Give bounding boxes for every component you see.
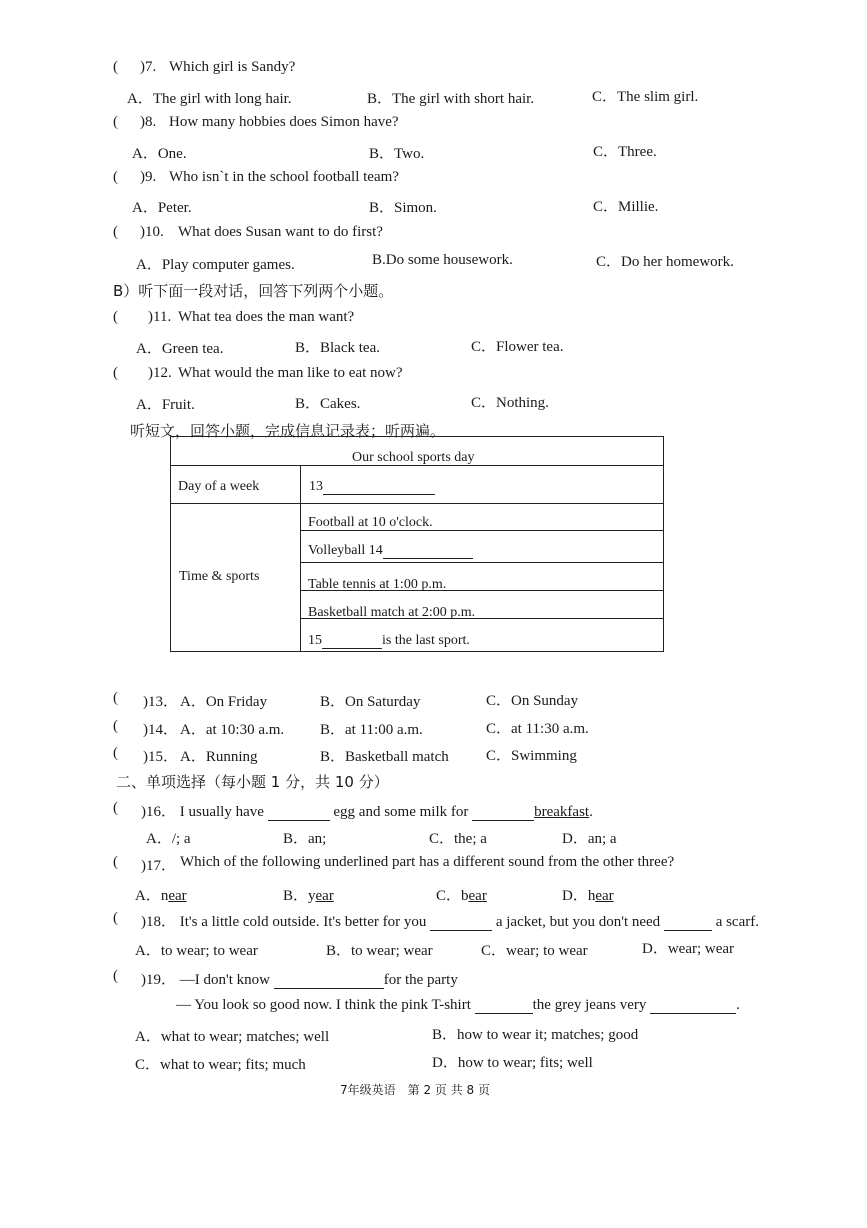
question-number: )7.	[140, 59, 157, 75]
option-b: B．year	[283, 888, 334, 904]
answer-paren: (	[113, 224, 118, 240]
answer-paren: (	[113, 745, 118, 761]
option-c: C．The slim girl.	[592, 89, 699, 105]
option-b: B．at 11:00 a.m.	[320, 722, 423, 738]
question-19-stem: )19． —I don't know for the party	[141, 972, 458, 988]
section-2-heading: 二、单项选择（每小题 1 分，共 10 分）	[116, 773, 389, 791]
option-a: A．Fruit.	[136, 397, 195, 413]
option-a: A．The girl with long hair.	[127, 91, 292, 107]
answer-paren: (	[113, 309, 118, 325]
sport-item-basketball: Basketball match at 2:00 p.m.	[308, 605, 476, 620]
passage-instruction: 听短文，回答小题，完成信息记录表；听两遍。	[130, 422, 446, 440]
option-c: C．the; a	[429, 831, 487, 847]
option-d: D．an; a	[562, 831, 617, 847]
answer-paren: (	[113, 365, 118, 381]
option-c: C．Do her homework.	[596, 254, 734, 270]
option-c: C．Flower tea.	[471, 339, 564, 355]
option-b: B．Cakes.	[295, 396, 361, 412]
option-a: A．to wear; to wear	[135, 943, 258, 959]
question-number: )19．	[141, 972, 176, 988]
answer-paren: (	[113, 59, 118, 75]
row-label-day: Day of a week	[178, 479, 260, 494]
option-a: A．On Friday	[180, 694, 268, 710]
option-a: A．Green tea.	[136, 341, 224, 357]
sport-item-football: Football at 10 o'clock.	[308, 515, 433, 530]
question-number: )12.	[148, 365, 172, 381]
answer-blank[interactable]	[322, 633, 382, 649]
question-number: )10.	[140, 224, 164, 240]
option-c: C．Nothing.	[471, 395, 549, 411]
answer-blank[interactable]	[430, 915, 492, 931]
option-c: C．Three.	[593, 144, 657, 160]
question-number: )16．	[141, 804, 176, 820]
answer-blank[interactable]	[472, 805, 534, 821]
option-a: A．at 10:30 a.m.	[180, 722, 285, 738]
answer-paren: (	[113, 854, 118, 870]
option-b: B.Do some housework.	[372, 252, 513, 268]
table-divider	[301, 562, 663, 563]
blank-number-13: 13	[309, 479, 323, 494]
answer-paren: (	[113, 114, 118, 130]
answer-paren: (	[113, 800, 118, 816]
question-number: )9.	[140, 169, 157, 185]
option-b: B．how to wear it; matches; good	[432, 1027, 639, 1043]
answer-paren: (	[113, 169, 118, 185]
option-d: D．hear	[562, 888, 614, 904]
answer-blank[interactable]	[323, 479, 435, 495]
question-text: What tea does the man want?	[178, 309, 355, 325]
question-text: What would the man like to eat now?	[178, 365, 403, 381]
question-number: )11.	[148, 309, 172, 325]
option-b: B．On Saturday	[320, 694, 421, 710]
option-a: A．what to wear; matches; well	[135, 1029, 330, 1045]
question-text: Who isn`t in the school football team?	[169, 169, 399, 185]
answer-blank[interactable]	[664, 915, 712, 931]
table-column-divider	[300, 465, 301, 651]
question-number: )18．	[141, 914, 176, 930]
question-number: )14．	[143, 722, 178, 738]
option-b: B．Two.	[369, 146, 425, 162]
sports-day-table	[170, 436, 664, 652]
table-divider	[171, 503, 663, 504]
option-d: D．how to wear; fits; well	[432, 1055, 593, 1071]
question-18-stem: )18． It's a little cold outside. It's better for you a jacket, but you don't need a scarf.	[141, 914, 759, 930]
option-b: B．Black tea.	[295, 340, 380, 356]
answer-paren: (	[113, 968, 118, 984]
row-value-day	[309, 479, 435, 495]
option-c: C．Millie.	[593, 199, 659, 215]
option-b: B．an;	[283, 831, 327, 847]
question-number: )8.	[140, 114, 157, 130]
blank-number-15: 15	[308, 633, 322, 648]
question-16-stem: )16． I usually have egg and some milk for breakfast.	[141, 804, 593, 820]
answer-paren: (	[113, 910, 118, 926]
option-a: A．One.	[132, 146, 187, 162]
option-c: C．On Sunday	[486, 693, 579, 709]
question-text: What does Susan want to do first?	[178, 224, 383, 240]
option-b: B．The girl with short hair.	[367, 91, 535, 107]
page-footer: 7年级英语 第 2 页 共 8 页	[340, 1083, 490, 1097]
row-label-time-sports: Time & sports	[179, 569, 260, 584]
option-c: C．at 11:30 a.m.	[486, 721, 589, 737]
option-d: D．wear; wear	[642, 941, 735, 957]
option-b: B．Simon.	[369, 200, 437, 216]
question-text: Which of the following underlined part has a different sound from the other three?	[180, 854, 675, 870]
last-sport-suffix: is the last sport.	[382, 633, 470, 648]
answer-blank[interactable]	[268, 805, 330, 821]
question-number: )15．	[143, 749, 178, 765]
question-number: )13．	[143, 694, 178, 710]
sport-item-volleyball	[308, 543, 473, 559]
answer-blank[interactable]	[475, 998, 533, 1014]
answer-blank[interactable]	[383, 543, 473, 559]
question-text: How many hobbies does Simon have?	[169, 114, 399, 130]
option-c: C．wear; to wear	[481, 943, 588, 959]
question-text: Which girl is Sandy?	[169, 59, 296, 75]
question-number: )17．	[141, 858, 176, 874]
answer-paren: (	[113, 718, 118, 734]
option-a: A．Peter.	[132, 200, 192, 216]
table-title: Our school sports day	[352, 450, 475, 465]
option-b: B．Basketball match	[320, 749, 449, 765]
answer-blank[interactable]	[650, 998, 736, 1014]
option-b: B．to wear; wear	[326, 943, 433, 959]
answer-paren: (	[113, 690, 118, 706]
answer-blank[interactable]	[274, 973, 384, 989]
option-a: A．near	[135, 888, 187, 904]
sport-item-table-tennis: Table tennis at 1:00 p.m.	[308, 577, 447, 592]
option-c: C．Swimming	[486, 748, 577, 764]
option-a: A．Play computer games.	[136, 257, 295, 273]
question-19-line2: — You look so good now. I think the pink T-shirt the grey jeans very .	[176, 997, 740, 1013]
volleyball-label: Volleyball 14	[308, 543, 383, 558]
option-a: A．/; a	[146, 831, 191, 847]
option-c: C．bear	[436, 888, 487, 904]
sport-item-last	[308, 633, 470, 649]
option-a: A．Running	[180, 749, 258, 765]
option-c: C．what to wear; fits; much	[135, 1057, 306, 1073]
section-b-instruction: B）听下面一段对话，回答下列两个小题。	[113, 282, 394, 300]
